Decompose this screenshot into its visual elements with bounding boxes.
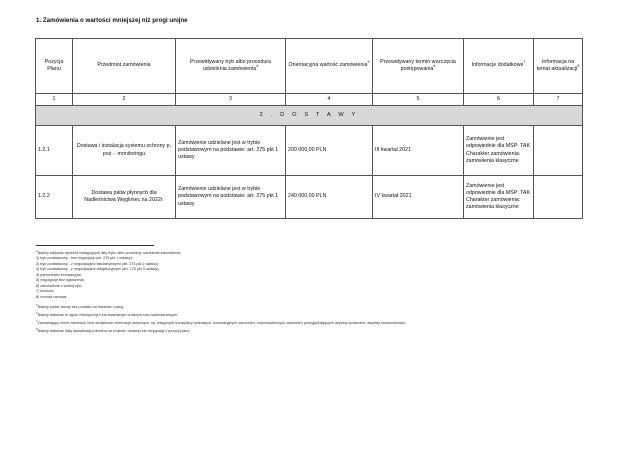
cell-value: 200 000,00 PLN xyxy=(286,126,373,176)
cell-subject: Dostawa i instalacja systemu ochrony p. poż. - monitoringu xyxy=(73,126,176,176)
section-row xyxy=(36,106,583,126)
footnote: 6) zamówienie z wolnej ręki; xyxy=(36,283,83,288)
footnote: 7) konkurs; xyxy=(36,289,55,293)
header-position: Pozycja Planu xyxy=(36,39,73,94)
cell-update xyxy=(534,176,583,219)
column-number: 1 xyxy=(36,94,73,106)
footnote: $^8$Należy wskazać datę aktualizacji potrzeba na zmianie, dodaniu lub rezygnacji z pozycji planu. xyxy=(36,327,191,334)
header-update: Informacja na temat aktualizacji$^8$ xyxy=(534,39,583,94)
header-row xyxy=(36,39,583,94)
footnote: $^7$Zamawiający może zamieścić inne dodatkowe informacje dotyczące, np. wstępnych konsultacji rynkowych, innowacyjnych zamówień, zrównoważonych zamówień (uwzględniających aspekty społeczne, aspekty środowiskowe). xyxy=(36,319,407,326)
footnote: $^5$Należy podać kwotę bez podatku od towarów i usług. xyxy=(36,303,125,310)
procurement-plan-table xyxy=(35,38,583,219)
cell-procedure: Zamówienie udzielane jest w trybie podstawowym na podstawie: art. 275 pkt 1 ustawy xyxy=(176,176,286,219)
column-number: 5 xyxy=(373,94,464,106)
page-heading: 1. Zamówienia o wartości mniejszej niż progi unijne xyxy=(36,17,188,24)
cell-term: IV kwartał 2021 xyxy=(373,176,464,219)
header-term: Przewidywany termin wszczęcia postępowania$^6$ xyxy=(373,39,464,94)
footnote: 5) negocjacje bez ogłoszenia; xyxy=(36,278,85,282)
footnote: 1) tryb podstawowy - bez negocjacji (art. 275 pkt 1 ustawy); xyxy=(36,256,133,260)
section-label: 2 . D O S T A W Y xyxy=(36,106,583,126)
footnote-separator xyxy=(36,245,154,246)
cell-update xyxy=(534,126,583,176)
footnote: 8) umowa ramowa. xyxy=(36,294,68,299)
cell-info: Zamówienie jest odpowiednie dla MŚP: TAK Charakter zamówienia: zamówienia klasyczne xyxy=(464,176,534,219)
header-subject: Przedmiot zamówienia xyxy=(73,39,176,94)
column-number: 4 xyxy=(286,94,373,106)
footnote: 4) partnerstwo innowacyjne; xyxy=(36,272,82,277)
cell-position: 1.2.1 xyxy=(36,126,73,176)
cell-value: 240 000,00 PLN xyxy=(286,176,373,219)
column-number-row xyxy=(36,94,583,106)
footnote: $^6$Należy wskazać w ujęciu miesięcznym lub kwartalnym w danym roku kalendarzowym. xyxy=(36,311,178,318)
header-info: Informacje dodatkowe$^7$ xyxy=(464,39,534,94)
footnote: 3) tryb podstawowy - z negocjacjami obligatoryjnymi (art. 275 pkt 3 ustawy); xyxy=(36,267,160,271)
table-row xyxy=(36,126,583,176)
column-number: 6 xyxy=(464,94,534,106)
header-procedure: Przewidywany tryb albo procedura udzielenia zamówienia$^4$ xyxy=(176,39,286,94)
cell-position: 1.2.2 xyxy=(36,176,73,219)
cell-procedure: Zamówienie udzielane jest w trybie podstawowym na podstawie: art. 275 pkt 1 ustawy xyxy=(176,126,286,176)
table-row xyxy=(36,176,583,219)
column-number: 7 xyxy=(534,94,583,106)
column-number: 2 xyxy=(73,94,176,106)
header-value: Orientacyjna wartość zamówienia$^5$ xyxy=(286,39,373,94)
cell-subject: Dostawa paliw płynnych dla Nadleśnictwa Węgliniec na 2022r. xyxy=(73,176,176,219)
cell-term: III kwartał 2021 xyxy=(373,126,464,176)
column-number: 3 xyxy=(176,94,286,106)
footnote: $^4$Należy wskazać spośród następującej listy trybu albo procedury udzielenia zamówienia: xyxy=(36,249,182,256)
cell-info: Zamówienie jest odpowiednie dla MŚP: TAK Charakter zamówienia: zamówienia klasyczne xyxy=(464,126,534,176)
footnote: 2) tryb podstawowy - z negocjacjami fakultatywnymi (art. 275 pkt 2 ustawy); xyxy=(36,261,160,266)
